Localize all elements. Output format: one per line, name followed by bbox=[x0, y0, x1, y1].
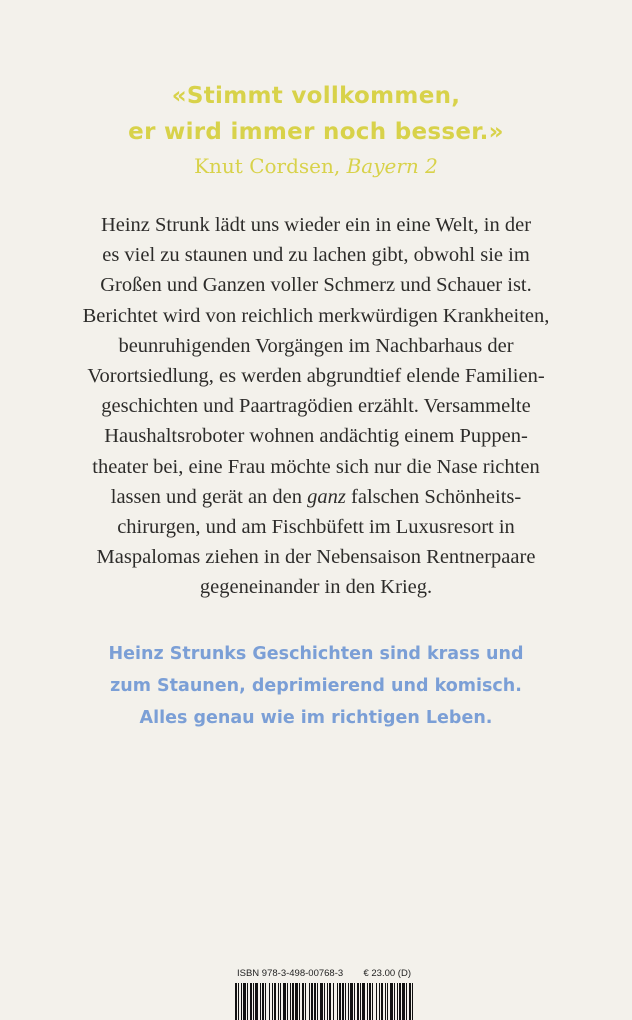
description-line: Vorortsiedlung, es werden abgrundtief elende Familien- bbox=[87, 365, 545, 388]
quote-line-1: «Stimmt vollkommen, bbox=[171, 83, 461, 109]
description-text: falschen Schönheits- bbox=[345, 485, 522, 508]
isbn-price-row bbox=[237, 968, 417, 980]
price-label: € 23.00 (D) bbox=[363, 968, 411, 979]
description-line: theater bei, eine Frau möchte sich nur die Nase richten bbox=[92, 455, 540, 478]
emphasized-word: ganz bbox=[307, 485, 346, 508]
quote-attribution bbox=[0, 151, 632, 181]
description-line: beunruhigenden Vorgängen im Nachbarhaus der bbox=[118, 334, 514, 357]
isbn-number: ISBN 978-3-498-00768-3 bbox=[237, 968, 344, 979]
description-line: Berichtet wird von reichlich merkwürdigen Krankheiten, bbox=[82, 304, 550, 327]
quote-line-2: er wird immer noch besser.» bbox=[128, 119, 504, 145]
description-line: Maspalomas ziehen in der Nebensaison Rentnerpaare bbox=[96, 546, 536, 569]
description-line: geschichten und Paartragödien erzählt. Versammelte bbox=[101, 395, 531, 418]
tagline-line: Heinz Strunks Geschichten sind krass und bbox=[108, 644, 524, 664]
book-description bbox=[0, 210, 632, 603]
description-text: lassen und gerät an den bbox=[110, 485, 308, 508]
quote-author: Knut Cordsen, bbox=[194, 154, 341, 178]
quote-source: Bayern 2 bbox=[346, 154, 438, 178]
description-line: Großen und Ganzen voller Schmerz und Schauer ist. bbox=[100, 274, 532, 297]
barcode bbox=[235, 983, 413, 1020]
description-line: Haushaltsroboter wohnen andächtig einem Puppen- bbox=[104, 425, 528, 448]
description-line: gegeneinander in den Krieg. bbox=[199, 576, 433, 599]
description-line: Heinz Strunk lädt uns wieder ein in eine Welt, in der bbox=[100, 214, 532, 236]
description-line: chirurgen, und am Fischbüfett im Luxusresort in bbox=[117, 516, 515, 539]
tagline bbox=[0, 638, 632, 734]
description-line: es viel zu staunen und zu lachen gibt, obwohl sie im bbox=[102, 244, 530, 267]
tagline-line: Alles genau wie im richtigen Leben. bbox=[139, 708, 493, 728]
tagline-line: zum Staunen, deprimierend und komisch. bbox=[110, 676, 522, 696]
review-quote bbox=[0, 78, 632, 150]
description-line-with-emphasis bbox=[0, 482, 632, 512]
